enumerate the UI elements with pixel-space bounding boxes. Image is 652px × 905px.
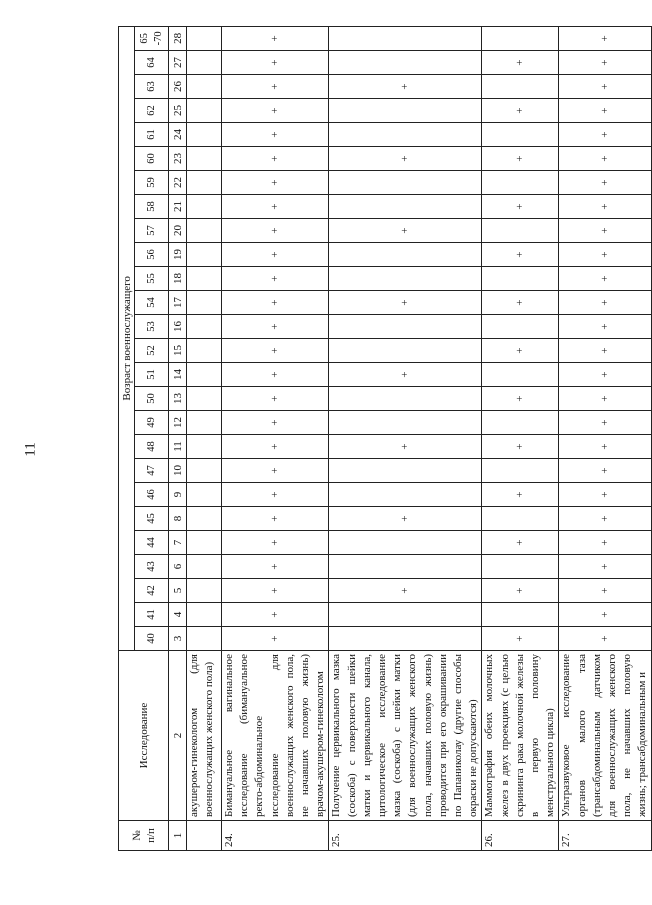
age-mark-cell: + <box>482 435 559 459</box>
age-mark-cell <box>187 51 222 75</box>
age-mark-cell: + <box>222 99 329 123</box>
age-mark-cell <box>329 315 482 339</box>
row-number: 27. <box>559 821 651 851</box>
age-mark-cell: + <box>559 627 651 651</box>
header-age-14: 54 <box>135 291 169 315</box>
header-age-17: 57 <box>135 219 169 243</box>
age-mark-cell: + <box>329 75 482 99</box>
column-index-7: 7 <box>169 531 187 555</box>
age-mark-cell: + <box>482 627 559 651</box>
age-mark-cell: + <box>222 483 329 507</box>
age-mark-cell <box>482 507 559 531</box>
column-index-15: 15 <box>169 339 187 363</box>
header-age-20: 60 <box>135 147 169 171</box>
age-mark-cell <box>482 219 559 243</box>
header-age-24: 64 <box>135 51 169 75</box>
age-mark-cell: + <box>222 291 329 315</box>
column-index-26: 26 <box>169 75 187 99</box>
column-index-18: 18 <box>169 267 187 291</box>
age-mark-cell: + <box>222 26 329 50</box>
age-mark-cell: + <box>482 195 559 219</box>
column-index-22: 22 <box>169 171 187 195</box>
age-mark-cell <box>187 243 222 267</box>
age-mark-cell: + <box>222 459 329 483</box>
age-mark-cell: + <box>329 507 482 531</box>
age-mark-cell: + <box>559 267 651 291</box>
age-mark-cell <box>482 603 559 627</box>
age-mark-cell: + <box>329 363 482 387</box>
column-index-8: 8 <box>169 507 187 531</box>
age-mark-cell <box>187 435 222 459</box>
age-mark-cell: + <box>559 75 651 99</box>
age-mark-cell <box>329 123 482 147</box>
age-mark-cell <box>329 555 482 579</box>
table-row <box>482 26 559 850</box>
age-mark-cell <box>482 411 559 435</box>
column-index-12: 12 <box>169 411 187 435</box>
age-mark-cell: + <box>559 435 651 459</box>
column-index-20: 20 <box>169 219 187 243</box>
age-mark-cell: + <box>559 387 651 411</box>
age-mark-cell <box>187 339 222 363</box>
header-age-0: 40 <box>135 627 169 651</box>
header-age-4: 44 <box>135 531 169 555</box>
age-mark-cell: + <box>222 219 329 243</box>
age-mark-cell: + <box>482 579 559 603</box>
age-mark-cell <box>329 267 482 291</box>
header-age-8: 48 <box>135 435 169 459</box>
age-mark-cell: + <box>559 99 651 123</box>
age-mark-cell <box>482 171 559 195</box>
age-mark-cell: + <box>329 147 482 171</box>
age-mark-cell: + <box>559 363 651 387</box>
age-mark-cell: + <box>329 219 482 243</box>
header-age-12: 52 <box>135 339 169 363</box>
column-index-11: 11 <box>169 435 187 459</box>
age-mark-cell <box>187 387 222 411</box>
column-index-17: 17 <box>169 291 187 315</box>
age-mark-cell <box>329 531 482 555</box>
age-mark-cell: + <box>222 123 329 147</box>
header-age-6: 46 <box>135 483 169 507</box>
age-mark-cell: + <box>222 603 329 627</box>
age-mark-cell <box>187 267 222 291</box>
age-mark-cell <box>329 483 482 507</box>
age-mark-cell <box>482 459 559 483</box>
column-index-1: 1 <box>169 821 187 851</box>
column-index-27: 27 <box>169 51 187 75</box>
age-mark-cell: + <box>559 483 651 507</box>
column-index-5: 5 <box>169 579 187 603</box>
age-mark-cell <box>187 483 222 507</box>
screening-table <box>118 26 652 851</box>
age-mark-cell: + <box>222 387 329 411</box>
age-mark-cell <box>329 459 482 483</box>
age-mark-cell: + <box>222 339 329 363</box>
header-age-18: 58 <box>135 195 169 219</box>
age-mark-cell: + <box>559 195 651 219</box>
row-number: 25. <box>329 821 482 851</box>
age-mark-cell: + <box>222 171 329 195</box>
column-index-4: 4 <box>169 603 187 627</box>
age-mark-cell: + <box>329 291 482 315</box>
header-age-5: 45 <box>135 507 169 531</box>
column-index-19: 19 <box>169 243 187 267</box>
header-age-1: 41 <box>135 603 169 627</box>
age-mark-cell <box>329 387 482 411</box>
age-mark-cell <box>187 507 222 531</box>
column-index-2: 2 <box>169 651 187 821</box>
header-age-10: 50 <box>135 387 169 411</box>
header-age-25: 65 -70 <box>135 26 169 50</box>
age-mark-cell <box>187 603 222 627</box>
column-index-23: 23 <box>169 147 187 171</box>
header-age-13: 53 <box>135 315 169 339</box>
age-mark-cell: + <box>559 459 651 483</box>
rotated-table-sheet <box>118 27 649 851</box>
age-mark-cell: + <box>559 315 651 339</box>
age-mark-cell <box>187 627 222 651</box>
column-index-14: 14 <box>169 363 187 387</box>
age-mark-cell: + <box>222 51 329 75</box>
age-mark-cell: + <box>222 507 329 531</box>
age-mark-cell: + <box>222 195 329 219</box>
age-mark-cell: + <box>482 51 559 75</box>
age-mark-cell: + <box>222 435 329 459</box>
age-mark-cell <box>187 363 222 387</box>
age-mark-cell: + <box>482 339 559 363</box>
age-mark-cell <box>187 195 222 219</box>
age-mark-cell: + <box>482 387 559 411</box>
age-mark-cell: + <box>559 51 651 75</box>
age-mark-cell <box>329 51 482 75</box>
header-study: Исследование <box>119 651 169 821</box>
study-description: Получение цервикального мазка (соскоба) с поверхности шейки матки и цервикального канала, цитологическое исследование мазка (соскоба) с шейки матки (для военнослужащих женского пола, начавших половую жизнь) проводится при его окрашивании по Папаниколау (другие способы окраски не допускаются) <box>329 651 482 821</box>
age-mark-cell <box>187 219 222 243</box>
age-mark-cell <box>329 339 482 363</box>
age-mark-cell <box>187 579 222 603</box>
age-mark-cell: + <box>222 555 329 579</box>
row-number <box>187 821 222 851</box>
age-mark-cell: + <box>329 579 482 603</box>
header-age-22: 62 <box>135 99 169 123</box>
study-description: акушером-гинекологом (для военнослужащих женского пола) <box>187 651 222 821</box>
header-age-21: 61 <box>135 123 169 147</box>
age-mark-cell <box>187 26 222 50</box>
age-mark-cell <box>482 315 559 339</box>
header-age-2: 42 <box>135 579 169 603</box>
column-index-21: 21 <box>169 195 187 219</box>
age-mark-cell <box>482 363 559 387</box>
age-mark-cell: + <box>222 243 329 267</box>
column-index-9: 9 <box>169 483 187 507</box>
header-age-19: 59 <box>135 171 169 195</box>
column-index-3: 3 <box>169 627 187 651</box>
age-mark-cell <box>187 291 222 315</box>
age-mark-cell <box>329 627 482 651</box>
column-index-24: 24 <box>169 123 187 147</box>
age-mark-cell <box>482 123 559 147</box>
age-mark-cell <box>329 26 482 50</box>
age-mark-cell <box>187 171 222 195</box>
row-number: 26. <box>482 821 559 851</box>
header-age-9: 49 <box>135 411 169 435</box>
age-mark-cell: + <box>559 123 651 147</box>
age-mark-cell: + <box>559 579 651 603</box>
age-mark-cell: + <box>482 291 559 315</box>
age-mark-cell <box>187 75 222 99</box>
age-mark-cell: + <box>559 147 651 171</box>
age-mark-cell: + <box>482 531 559 555</box>
age-mark-cell <box>329 171 482 195</box>
column-index-10: 10 <box>169 459 187 483</box>
header-age-group: Возраст военнослужащего <box>119 26 135 650</box>
age-mark-cell: + <box>482 483 559 507</box>
age-mark-cell <box>482 75 559 99</box>
age-mark-cell: + <box>482 243 559 267</box>
age-mark-cell <box>482 555 559 579</box>
age-mark-cell <box>187 99 222 123</box>
study-description: Бимануальное вагинальное исследование (бимануальное ректо-абдоминальное исследование для военнослужащих женского пола, не начавших половую жизнь) врачом-акушером-гинекологом <box>222 651 329 821</box>
table-row <box>222 26 329 850</box>
table-row <box>329 26 482 850</box>
age-mark-cell: + <box>559 171 651 195</box>
column-index-16: 16 <box>169 315 187 339</box>
age-mark-cell: + <box>559 219 651 243</box>
row-number: 24. <box>222 821 329 851</box>
column-index-28: 28 <box>169 26 187 50</box>
age-mark-cell: + <box>482 99 559 123</box>
age-mark-cell: + <box>222 531 329 555</box>
age-mark-cell <box>329 603 482 627</box>
age-mark-cell <box>482 26 559 50</box>
age-mark-cell: + <box>222 147 329 171</box>
column-index-6: 6 <box>169 555 187 579</box>
header-age-15: 55 <box>135 267 169 291</box>
age-mark-cell: + <box>559 507 651 531</box>
age-mark-cell <box>329 411 482 435</box>
study-description: Ультразвуковое исследование органов малого таза (трансабдоминальным датчиком для военнослужащих женского пола, не начавших половую жизнь; трансабдоминальным и <box>559 651 651 821</box>
age-mark-cell: + <box>559 291 651 315</box>
age-mark-cell <box>329 99 482 123</box>
age-mark-cell <box>329 243 482 267</box>
table-row <box>187 26 222 850</box>
age-mark-cell: + <box>559 555 651 579</box>
header-age-11: 51 <box>135 363 169 387</box>
age-mark-cell <box>187 147 222 171</box>
column-index-25: 25 <box>169 99 187 123</box>
header-num: № п/п <box>119 821 169 851</box>
page-number: 11 <box>22 442 39 457</box>
age-mark-cell: + <box>559 339 651 363</box>
column-index-13: 13 <box>169 387 187 411</box>
age-mark-cell <box>187 315 222 339</box>
age-mark-cell <box>187 531 222 555</box>
age-mark-cell <box>187 459 222 483</box>
age-mark-cell: + <box>559 603 651 627</box>
header-age-3: 43 <box>135 555 169 579</box>
age-mark-cell: + <box>559 531 651 555</box>
age-mark-cell: + <box>222 411 329 435</box>
age-mark-cell: + <box>559 243 651 267</box>
header-age-7: 47 <box>135 459 169 483</box>
age-mark-cell: + <box>222 363 329 387</box>
study-description: Маммография обеих молочных желез в двух проекциях (с целью скрининга рака молочной железы в первую половину менструального цикла) <box>482 651 559 821</box>
age-mark-cell <box>329 195 482 219</box>
age-mark-cell: + <box>222 627 329 651</box>
age-mark-cell <box>187 411 222 435</box>
age-mark-cell <box>187 555 222 579</box>
age-mark-cell: + <box>222 75 329 99</box>
age-mark-cell: + <box>482 147 559 171</box>
age-mark-cell: + <box>222 315 329 339</box>
header-age-23: 63 <box>135 75 169 99</box>
age-mark-cell: + <box>329 435 482 459</box>
table-row <box>559 26 651 850</box>
age-mark-cell <box>482 267 559 291</box>
header-age-16: 56 <box>135 243 169 267</box>
age-mark-cell: + <box>222 267 329 291</box>
age-mark-cell <box>187 123 222 147</box>
age-mark-cell: + <box>559 26 651 50</box>
age-mark-cell: + <box>559 411 651 435</box>
age-mark-cell: + <box>222 579 329 603</box>
